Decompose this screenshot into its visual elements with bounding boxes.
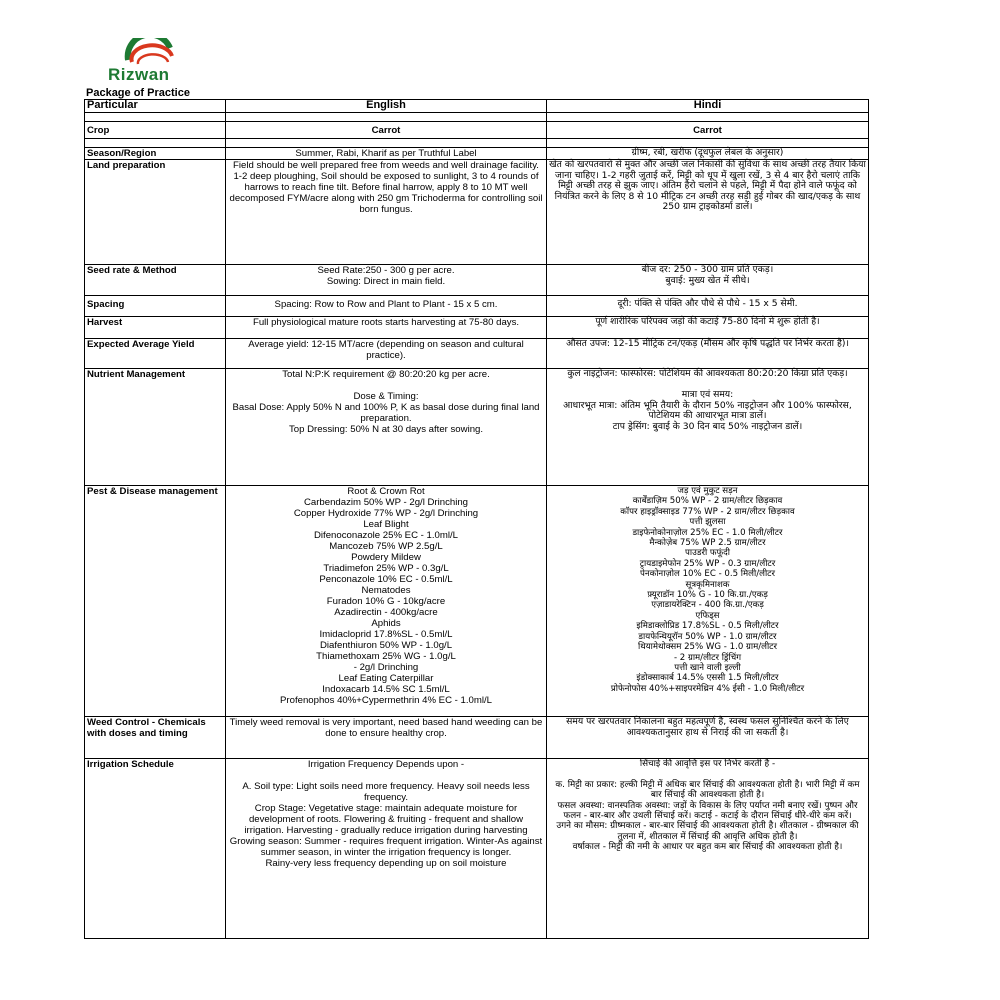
row-hindi: कुल नाइट्रोजन: फास्फोरस: पोटेशियम की आवश्यकता 80:20:20 किग्रा प्रति एकड़। मात्रा एवं समय: आधारभूत मात्रा: अंतिम भूमि तैयारी के दौरान 50% नाइट्रोजन और 100% फास्फोरस, पोटेशियम की आधारभूत मात्रा डालें। टाप ड्रेसिंग: बुवाई के 30 दिन बाद 50% नाइट्रोजन डालें।: [547, 369, 869, 486]
row-hindi: Carrot: [547, 122, 869, 139]
table-row-expected-yield: [85, 339, 869, 369]
row-english: Full physiological mature roots starts harvesting at 75-80 days.: [226, 317, 547, 339]
row-hindi: ग्रीष्म, रबी, खरीफ (दूधफुल लेबल के अनुसार): [547, 148, 869, 160]
row-hindi: जड़ एवं मुकुट सड़न कार्बेंडाज़िम 50% WP - 2 ग्राम/लीटर छिड़काव कॉपर हाइड्रॉक्साइड 77% WP - 2 ग्राम/लीटर छिड़काव पत्ती झुलसा डाइफेनोकोनाज़ोल 25% EC - 1.0 मिली/लीटर मैन्कोज़ेब 75% WP 2.5 ग्राम/लीटर पाउडरी फफूंदी ट्रायडाइमेफोन 25% WP - 0.3 ग्राम/लीटर पेनकोनाज़ोल 10% EC - 0.5 मिली/लीटर सूत्रकृमिनाशक फ़्यूराडॉन 10% G - 10 कि.ग्रा./एकड़ एज़ाडायरेक्टिन - 400 कि.ग्रा./एकड़ एफिड्स इमिडाक्लोप्रिड 17.8%SL - 0.5 मिली/लीटर डायफेन्थियूरॉन 50% WP - 1.0 ग्राम/लीटर थियामेथोक्सम 25% WG - 1.0 ग्राम/लीटर - 2 ग्राम/लीटर ड्रिंचिंग पत्ती खाने वाली इल्ली इंडोक्साकार्ब 14.5% एससी 1.5 मिली/लीटर प्रोफेनोफोस 40%+साइपरमेथ्रिन 4% ईसी - 1.0 मिली/लीटर: [547, 486, 869, 717]
table-row-nutrient-management: [85, 369, 869, 486]
row-english: [226, 113, 547, 122]
row-particular: Nutrient Management: [85, 369, 226, 486]
table-row-seed-rate: [85, 265, 869, 296]
row-particular: Weed Control - Chemicals with doses and timing: [85, 717, 226, 759]
row-english: Timely weed removal is very important, need based hand weeding can be done to ensure healthy crop.: [226, 717, 547, 759]
row-particular: Land preparation: [85, 160, 226, 265]
row-particular: Expected Average Yield: [85, 339, 226, 369]
table-row-crop: [85, 122, 869, 139]
row-english: [226, 139, 547, 148]
row-hindi: समय पर खरपतवार निकालना बहुत महत्वपूर्ण है, स्वस्थ फसल सुनिश्चित करने के लिए आवश्यकतानुसार हाथ से निराई की जा सकती है।: [547, 717, 869, 759]
table-row-season: [85, 148, 869, 160]
row-hindi: सिंचाई की आवृत्ति इस पर निर्भर करती है - क. मिट्टी का प्रकार: हल्की मिट्टी में अधिक बार सिंचाई की आवश्यकता होती है। भारी मिट्टी में कम बार सिंचाई की आवश्यकता होती है। फसल अवस्था: वानस्पतिक अवस्था: जड़ों के विकास के लिए पर्याप्त नमी बनाए रखें। पुष्पन और फलन - बार-बार और उथली सिंचाई करें। कटाई - कटाई के दौरान सिंचाई धीरे-धीरे कम करें। उगने का मौसम: ग्रीष्मकाल - बार-बार सिंचाई की आवश्यकता होती है। शीतकाल - ग्रीष्मकाल की तुलना में, शीतकाल में सिंचाई की आवृत्ति अधिक होती है। वर्षाकाल - मिट्टी की नमी के आधार पर बहुत कम बार सिंचाई की आवश्यकता होती है।: [547, 759, 869, 939]
row-particular: Irrigation Schedule: [85, 759, 226, 939]
row-particular: Spacing: [85, 296, 226, 317]
row-english: Field should be well prepared free from weeds and well drainage facility. 1-2 deep ploughing, Soil should be exposed to sunlight, 3 to 4 rounds of harrows to reach fine tilt. Before final harrow, apply 8 to 10 MT well decomposed FYM/acre along with 250 gm Trichoderma for controlling soil born fungus.: [226, 160, 547, 265]
table-header-row: [85, 100, 869, 113]
row-hindi: पूर्ण शारीरिक परिपक्व जड़ों की कटाई 75-80 दिनों में शुरू होती है।: [547, 317, 869, 339]
table-row-land-preparation: [85, 160, 869, 265]
header-english: English: [226, 100, 547, 113]
table-row-irrigation-schedule: [85, 759, 869, 939]
document-title: Package of Practice: [86, 87, 190, 99]
row-hindi: दूरी: पंक्ति से पंक्ति और पौधे से पौधे - 15 x 5 सेमी.: [547, 296, 869, 317]
table-row-spacer: [85, 113, 869, 122]
table-row-harvest: [85, 317, 869, 339]
table-row-spacing: [85, 296, 869, 317]
brand-name: Rizwan: [108, 65, 170, 84]
header-hindi: Hindi: [547, 100, 869, 113]
row-particular: [85, 139, 226, 148]
row-hindi: औसत उपज: 12-15 मीट्रिक टन/एकड़ (मौसम और कृषि पद्धति पर निर्भर करता है)।: [547, 339, 869, 369]
row-english: Irrigation Frequency Depends upon - A. Soil type: Light soils need more frequency. Heavy soil needs less frequency. Crop Stage: Vegetative stage: maintain adequate moisture for development of roots. Flowering & fruiting - frequent and shallow irrigation. Harvesting - gradually reduce irrigation during harvesting Growing season: Summer - requires frequent irrigation. Winter-As against summer season, in winter the irrigation frequency is longer. Rainy-very less frequency depending up on soil moisture: [226, 759, 547, 939]
row-english: Average yield: 12-15 MT/acre (depending on season and cultural practice).: [226, 339, 547, 369]
row-particular: Season/Region: [85, 148, 226, 160]
row-english: Seed Rate:250 - 300 g per acre. Sowing: Direct in main field.: [226, 265, 547, 296]
row-english: Summer, Rabi, Kharif as per Truthful Label: [226, 148, 547, 160]
table-row-pest-disease: [85, 486, 869, 717]
package-of-practice-table: [84, 99, 869, 939]
row-particular: [85, 113, 226, 122]
row-hindi: बीज दर: 250 - 300 ग्राम प्रति एकड़। बुवाई: मुख्य खेत में सीधे।: [547, 265, 869, 296]
row-hindi: [547, 113, 869, 122]
rizwan-logo: [108, 38, 198, 86]
row-english: Total N:P:K requirement @ 80:20:20 kg per acre. Dose & Timing: Basal Dose: Apply 50% N and 100% P, K as basal dose during final land preparation. Top Dressing: 50% N at 30 days after sowing.: [226, 369, 547, 486]
header-particular: Particular: [85, 100, 226, 113]
row-particular: Seed rate & Method: [85, 265, 226, 296]
row-english: Carrot: [226, 122, 547, 139]
row-english: Spacing: Row to Row and Plant to Plant - 15 x 5 cm.: [226, 296, 547, 317]
row-particular: Crop: [85, 122, 226, 139]
logo-emblem-icon: [122, 38, 178, 68]
row-particular: Pest & Disease management: [85, 486, 226, 717]
row-hindi: खेत को खरपतवारों से मुक्त और अच्छी जल निकासी की सुविधा के साथ अच्छी तरह तैयार किया जाना चाहिए। 1-2 गहरी जुताई करें, मिट्टी को धूप में खुला रखें, 3 से 4 बार हैरो चलाएं ताकि मिट्टी अच्छी तरह से झुक जाए। अंतिम हैरो चलाने से पहले, मिट्टी में पैदा होने वाले फफूंद को नियंत्रित करने के लिए 8 से 10 मीट्रिक टन अच्छी तरह सड़ी हुई गोबर की खाद/एकड़ के साथ 250 ग्राम ट्राइकोडर्मा डालें।: [547, 160, 869, 265]
row-particular: Harvest: [85, 317, 226, 339]
row-english: Root & Crown Rot Carbendazim 50% WP - 2g/l Drinching Copper Hydroxide 77% WP - 2g/l Drinching Leaf Blight Difenoconazole 25% EC - 1.0ml/L Mancozeb 75% WP 2.5g/L Powdery Mildew Triadimefon 25% WP - 0.3g/L Penconazole 10% EC - 0.5ml/L Nematodes Furadon 10% G - 10kg/acre Azadirectin - 400kg/acre Aphids Imidacloprid 17.8%SL - 0.5ml/L Diafenthiuron 50% WP - 1.0g/L Thiamethoxam 25% WG - 1.0g/L - 2g/l Drinching Leaf Eating Caterpillar Indoxacarb 14.5% SC 1.5ml/L Profenophos 40%+Cypermethrin 4% EC - 1.0ml/L: [226, 486, 547, 717]
table-row-weed-control: [85, 717, 869, 759]
